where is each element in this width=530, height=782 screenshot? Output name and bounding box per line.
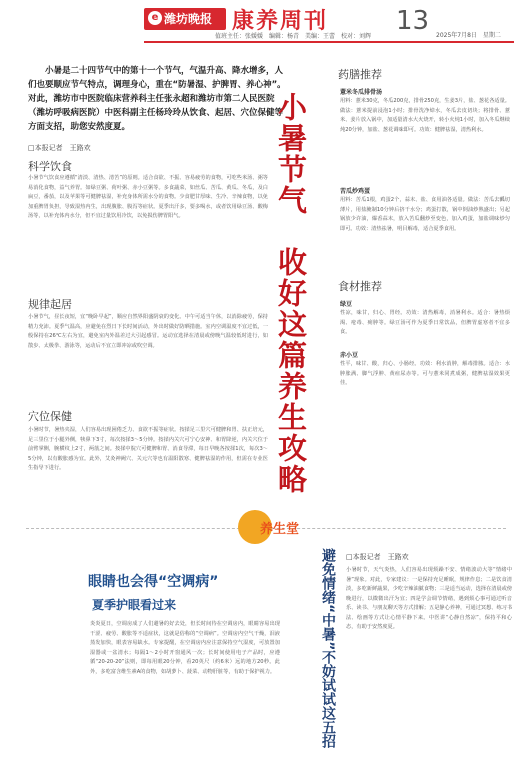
acupoint-text: 小暑时节，暑热夹湿，人们容易出现困倦乏力、食欲不振等症状。按揉足三里穴可健脾和胃、扶正培元，足三里位于小腿外侧，犊鼻下3寸，每次按揉3～5分钟。按揉内关穴可宁心安神、和胃降逆，内关穴位于前臂掌侧，腕横纹上2寸，两筋之间。按揉中脘穴可健脾和胃、消食导滞，每日早晚各按揉1次，每次3～5分钟，以有酸胀感为宜。此外，艾灸神阙穴、关元穴等也有温阳散寒、健脾祛湿的作用，但需在专业医生指导下进行。 bbox=[28, 427, 268, 471]
banner-text: 养生堂 bbox=[260, 522, 300, 537]
diet-text: 小暑节气饮食应遵循“清淡、清热、清苦”的原则。适合食欲、不振、容易疲劳的食物，可吃些米汤、粥等易消化食物，益气养胃。如绿豆粥、荷叶粥、赤小豆粥等。多食蔬菜，如丝瓜、苦瓜、黄瓜、冬瓜，及白扁豆，番茄，以及苹果等可健脾祛湿，补充身体所需水分的食物。少食肥甘厚味、生冷、辛辣食物，以免加重脾胃负担，导致湿热内生，出现腹胀、腹泻等症状。夏季出汗多，要多喝水，或者饮用绿豆汤、酸梅汤等，以补充体内水分，但不宜过量饮用冷饮，以免损伤脾胃阳气。 bbox=[28, 175, 268, 219]
reporter-byline-2: □本报记者 王路欢 bbox=[346, 553, 409, 561]
credits-line: 值班主任：张媛媛 编辑：杨青 美编：王蕾 校对：刘辉 bbox=[215, 33, 372, 40]
box-article-subtitle: 夏季护眼看过来 bbox=[92, 598, 177, 612]
recipe-name-1: 薏米冬瓜排骨汤 bbox=[340, 89, 383, 96]
secondary-headline: 避免情绪“中暑”不妨试试这五招 bbox=[320, 548, 336, 749]
recipe-text-2: 用料：苦瓜1根，鸡蛋2个，蒜末、盐、食用油各适量。做法：苦瓜去瓤切薄片，用盐腌制10分钟后挤干水分；鸡蛋打散，锅中倒油炒熟盛出；另起锅放少许油，爆香蒜末，放入苦瓜翻炒至变色，加入鸡蛋，加盐调味炒匀即可。功效：清热祛暑，明目解毒，适合夏季食用。 bbox=[340, 197, 510, 232]
ingredient-text-2: 性平，味甘、酸，归心、小肠经。功效：利水消肿，解毒排脓。适合：水肿胀满、脚气浮肿、黄疸尿赤等。可与薏米同煮成粥，健脾祛湿效果更佳。 bbox=[340, 361, 510, 386]
section-heading-tea: 药膳推荐 bbox=[338, 68, 382, 81]
logo-mark-icon: e bbox=[148, 11, 162, 25]
page-number: 13 bbox=[396, 6, 430, 36]
section-title: 康养周刊 bbox=[232, 9, 329, 34]
main-headline: 小暑节气 收好这篇养生攻略 bbox=[274, 92, 308, 495]
ingredient-name-2: 赤小豆 bbox=[340, 352, 359, 359]
newspaper-logo bbox=[144, 8, 226, 30]
section-heading-acupoint: 穴位保健 bbox=[28, 410, 72, 423]
section-heading-therapy: 食材推荐 bbox=[338, 280, 382, 293]
ingredient-name-1: 绿豆 bbox=[340, 301, 353, 308]
daily-text: 小暑节气，昼长夜短，宜“晚卧早起”，顺应自然界阳盛阴衰的变化。中午可适当午休，以消除疲劳，保持精力充沛。夏季气温高，应避免在烈日下长时间活动，外出时做好防晒措施。室内空调温度不宜过低，一般保持在26℃左右为宜，避免室内外温差过大引起感冒。运动宜选择在清晨或傍晚气温较低时进行，如散步、太极拳、游泳等，运动后不宜立即冲凉或吹空调。 bbox=[28, 314, 268, 349]
date-line: 2025年7月8日 星期二 bbox=[436, 32, 501, 39]
acupoint-text-cont bbox=[28, 512, 84, 560]
lead-paragraph: 小暑是二十四节气中的第十一个节气，气温升高、降水增多，人们也要顺应节气特点，调理身心，重在“防暑湿、护脾胃、养心神”。对此，潍坊市中医院临床营养科主任张永超和潍坊市第二人民医院（潍坊呼吸病医院）中医科副主任杨玲玲从饮食、起居、穴位保健等方面支招，助您安然度夏。 bbox=[28, 66, 286, 132]
column-banner bbox=[238, 510, 318, 544]
emotion-article-text: 小暑时节，天气炎热，人们容易出现烦躁不安、情绪波动大等“情绪中暑”现象。对此，专家建议：一是保持充足睡眠，规律作息；二是饮食清淡，多吃新鲜蔬果，少吃辛辣油腻食物；三是适当运动，选择在清晨或傍晚进行，以微微出汗为宜；四是学会调节情绪，遇到烦心事可通过听音乐、读书、与朋友聊天等方式排解；五是静心养神，可通过冥想、练习书法、绘画等方式让心情平静下来。中医讲“心静自然凉”，保持平和心态，有助于安然度夏。 bbox=[346, 567, 512, 630]
logo-text: 潍坊晚报 bbox=[164, 12, 213, 26]
box-article-title: 眼睛也会得“空调病” bbox=[88, 574, 219, 590]
masthead bbox=[0, 0, 530, 50]
recipe-text-1: 用料：薏米30克，冬瓜200克，排骨250克，生姜3片，盐、葱花各适量。做法：薏米提前浸泡1小时；排骨洗净焯水，冬瓜去皮切块；将排骨、薏米、姜片放入锅中，加适量清水大火烧开，转小火炖1小时，加入冬瓜继续炖20分钟，加盐、葱花调味即可。功效：健脾祛湿，清热利水。 bbox=[340, 98, 510, 133]
masthead-divider bbox=[144, 41, 514, 43]
box-article-text: 炎炎夏日，空调房成了人们避暑的好去处，但长时间待在空调房内，眼睛容易出现干涩、疲劳、酸胀等不适症状，这就是俗称的“空调病”。空调房内空气干燥，泪液蒸发加快，眼表容易缺水。专家提醒，在空调房内应注意保持空气湿度，可放置加湿器或一盆清水；每隔1～2小时开窗通风一次；长时间使用电子产品时，应遵循“20-20-20”法则，即每用眼20分钟，看20英尺（约6米）远的地方20秒。此外，多吃富含维生素A的食物，如胡萝卜、菠菜、动物肝脏等，有助于保护视力。 bbox=[90, 621, 280, 675]
ingredient-text-1: 性凉，味甘，归心、胃经。功效：清热解毒，消暑利水。适合：暑热烦渴、疮毒、痈肿等。绿豆汤可作为夏季日常饮品，但脾胃虚寒者不宜多食。 bbox=[340, 310, 510, 335]
section-heading-daily: 规律起居 bbox=[28, 298, 72, 311]
recipe-name-2: 苦瓜炒鸡蛋 bbox=[340, 188, 371, 195]
reporter-byline: □本报记者 王路欢 bbox=[28, 144, 91, 152]
section-heading-diet: 科学饮食 bbox=[28, 160, 72, 173]
